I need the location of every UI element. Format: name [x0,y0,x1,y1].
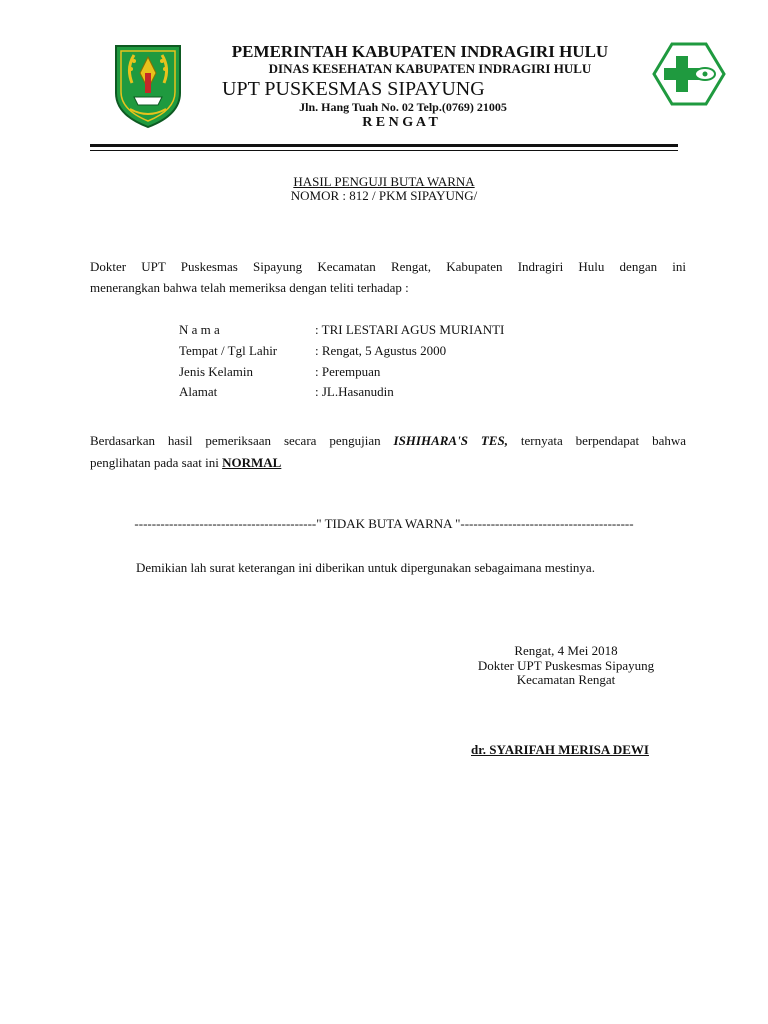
result-line-2 [90,455,281,471]
field-value-nama: : TRI LESTARI AGUS MURIANTI [315,322,505,337]
verdict-line: ------------------------------------------" TIDAK BUTA WARNA "---------------------------------------- [134,516,634,531]
result-status: NORMAL [222,455,282,470]
signature-place-date: Rengat, 4 Mei 2018 [514,643,618,658]
field-value-jenis-kelamin: : Perempuan [315,364,381,379]
result-line-1-pre: Berdasarkan hasil pemeriksaan secara pengujian [90,433,394,448]
signature-role: Dokter UPT Puskesmas Sipayung [477,658,655,673]
result-line-2-pre: penglihatan pada saat ini [90,455,223,470]
field-label-alamat: Alamat [179,384,218,399]
result-line-1 [90,433,686,449]
puskesmas-cross-icon [652,42,726,106]
regency-crest-icon [112,43,184,129]
letterhead-address: Jln. Hang Tuah No. 02 Telp.(0769) 21005 [299,100,507,114]
letterhead-line-1: PEMERINTAH KABUPATEN INDRAGIRI HULU [231,42,609,61]
field-label-jenis-kelamin: Jenis Kelamin [179,364,254,379]
closing-statement: Demikian lah surat keterangan ini diberikan untuk dipergunakan sebagaimana mestinya. [136,560,595,575]
test-name: ISHIHARA'S TES, [393,433,508,448]
document-title: HASIL PENGUJI BUTA WARNA [293,174,475,189]
signature-district: Kecamatan Rengat [516,672,616,687]
field-label-ttl: Tempat / Tgl Lahir [179,343,278,358]
field-value-ttl: : Rengat, 5 Agustus 2000 [315,343,447,358]
letterhead-institution: UPT PUSKESMAS SIPAYUNG [222,78,485,100]
field-value-alamat: : JL.Hasanudin [315,384,394,399]
intro-line-2: menerangkan bahwa telah memeriksa dengan teliti terhadap : [90,280,409,295]
intro-line-1: Dokter UPT Puskesmas Sipayung Kecamatan Rengat, Kabupaten Indragiri Hulu dengan ini [90,259,686,274]
signatory-name: dr. SYARIFAH MERISA DEWI [471,742,649,757]
field-label-nama: N a m a [179,322,220,337]
result-line-1-post: ternyata berpendapat bahwa [507,433,686,448]
letterhead-city: R E N G A T [362,115,438,130]
letterhead-line-2: DINAS KESEHATAN KABUPATEN INDRAGIRI HULU [268,61,592,76]
document-number: NOMOR : 812 / PKM SIPAYUNG/ [290,188,478,203]
header-rule-thin [90,150,678,151]
header-rule-thick [90,144,678,147]
